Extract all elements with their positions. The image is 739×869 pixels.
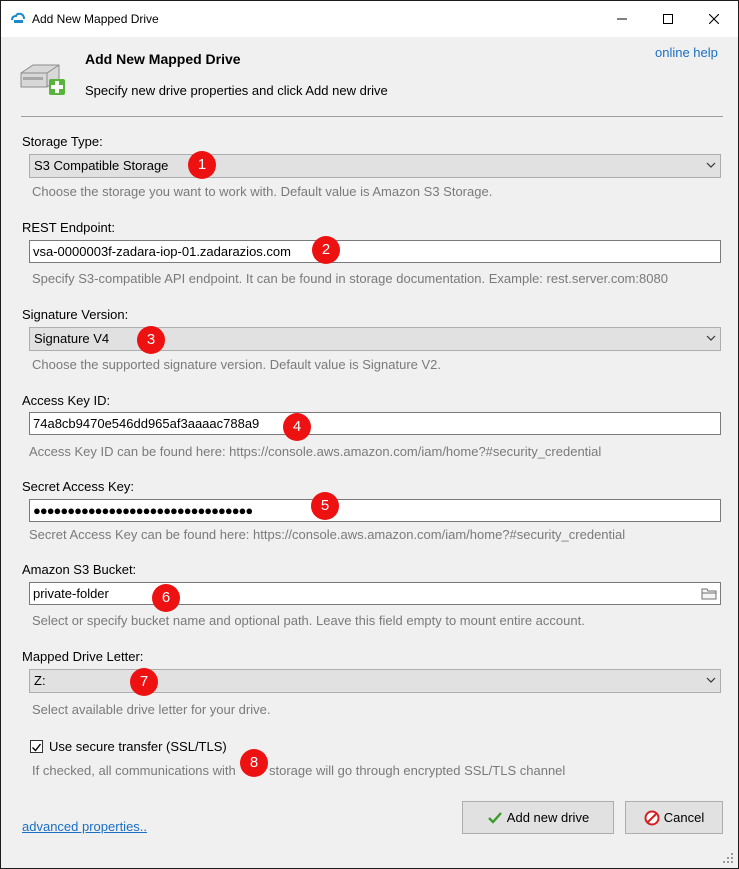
- bucket-hint: Select or specify bucket name and optional path. Leave this field empty to mount entire account.: [32, 613, 585, 628]
- rest-endpoint-hint: Specify S3-compatible API endpoint. It can be found in storage documentation. Example: rest.server.com:8080: [32, 271, 668, 286]
- annotation-badge-6: 6: [152, 584, 180, 612]
- bucket-label: Amazon S3 Bucket:: [22, 562, 137, 577]
- cloud-drive-icon: [11, 12, 25, 24]
- chevron-down-icon: [706, 333, 716, 343]
- checkmark-icon: [31, 742, 42, 753]
- maximize-icon: [663, 14, 673, 24]
- access-key-input[interactable]: [29, 412, 721, 435]
- window-title: Add New Mapped Drive: [32, 12, 159, 26]
- resize-grip-icon[interactable]: [722, 852, 734, 864]
- drive-letter-hint: Select available drive letter for your drive.: [32, 702, 271, 717]
- annotation-badge-2: 2: [312, 236, 340, 264]
- secure-transfer-label[interactable]: Use secure transfer (SSL/TLS): [49, 739, 227, 754]
- chevron-down-icon: [706, 160, 716, 170]
- minimize-icon: [617, 14, 627, 24]
- chevron-down-icon: [706, 675, 716, 685]
- header-subtitle: Specify new drive properties and click Add new drive: [85, 83, 388, 98]
- signature-version-label: Signature Version:: [22, 307, 129, 322]
- storage-type-dropdown[interactable]: [29, 154, 721, 178]
- checkmark-icon: [487, 811, 503, 825]
- secret-key-input[interactable]: [29, 499, 721, 522]
- secret-key-label: Secret Access Key:: [22, 479, 134, 494]
- secret-key-hint: Secret Access Key can be found here: https://console.aws.amazon.com/iam/home?#security_credential: [29, 527, 626, 542]
- annotation-badge-1: 1: [188, 151, 216, 179]
- cancel-icon: [644, 810, 660, 826]
- access-key-hint: Access Key ID can be found here: https://console.aws.amazon.com/iam/home?#security_credential: [29, 444, 602, 459]
- add-new-drive-label: Add new drive: [506, 810, 590, 825]
- cancel-label: Cancel: [663, 810, 705, 825]
- folder-browse-icon[interactable]: [701, 586, 717, 600]
- header-title: Add New Mapped Drive: [85, 51, 241, 67]
- storage-type-hint: Choose the storage you want to work with. Default value is Amazon S3 Storage.: [32, 184, 493, 199]
- cancel-button[interactable]: [625, 801, 723, 834]
- signature-version-dropdown[interactable]: [29, 327, 721, 351]
- advanced-properties-link[interactable]: advanced properties..: [22, 819, 148, 834]
- maximize-button[interactable]: [645, 1, 691, 37]
- rest-endpoint-input[interactable]: [29, 240, 721, 263]
- access-key-label: Access Key ID:: [22, 393, 111, 408]
- annotation-badge-5: 5: [311, 492, 339, 520]
- access-key-value: 74a8cb9470e546dd965af3aaaac788a9: [33, 416, 260, 431]
- secure-transfer-hint-start: If checked, all communications with: [32, 763, 236, 778]
- close-button[interactable]: [691, 1, 737, 37]
- drive-add-icon: [19, 59, 69, 99]
- drive-letter-label: Mapped Drive Letter:: [22, 649, 144, 664]
- storage-type-value: S3 Compatible Storage: [34, 158, 169, 173]
- annotation-badge-7: 7: [130, 668, 158, 696]
- bucket-input[interactable]: [29, 582, 721, 605]
- signature-version-value: Signature V4: [34, 331, 110, 346]
- annotation-badge-4: 4: [283, 413, 311, 441]
- online-help-link[interactable]: online help: [655, 45, 718, 60]
- title-bar: [1, 1, 738, 37]
- secure-transfer-checkbox[interactable]: [30, 740, 43, 753]
- signature-version-hint: Choose the supported signature version. Default value is Signature V2.: [32, 357, 442, 372]
- storage-type-label: Storage Type:: [22, 134, 103, 149]
- drive-letter-value: Z:: [34, 673, 46, 688]
- annotation-badge-8: 8: [240, 749, 268, 777]
- bucket-value: private-folder: [33, 586, 109, 601]
- annotation-badge-3: 3: [137, 326, 165, 354]
- rest-endpoint-value: vsa-0000003f-zadara-iop-01.zadarazios.com: [33, 244, 291, 259]
- header-divider: [21, 116, 723, 117]
- close-icon: [709, 14, 719, 24]
- secure-transfer-hint-end: storage will go through encrypted SSL/TLS channel: [269, 763, 566, 778]
- secret-key-value: ●●●●●●●●●●●●●●●●●●●●●●●●●●●●●●●●: [33, 503, 253, 518]
- minimize-button[interactable]: [599, 1, 645, 37]
- rest-endpoint-label: REST Endpoint:: [22, 220, 115, 235]
- add-new-drive-button[interactable]: [462, 801, 614, 834]
